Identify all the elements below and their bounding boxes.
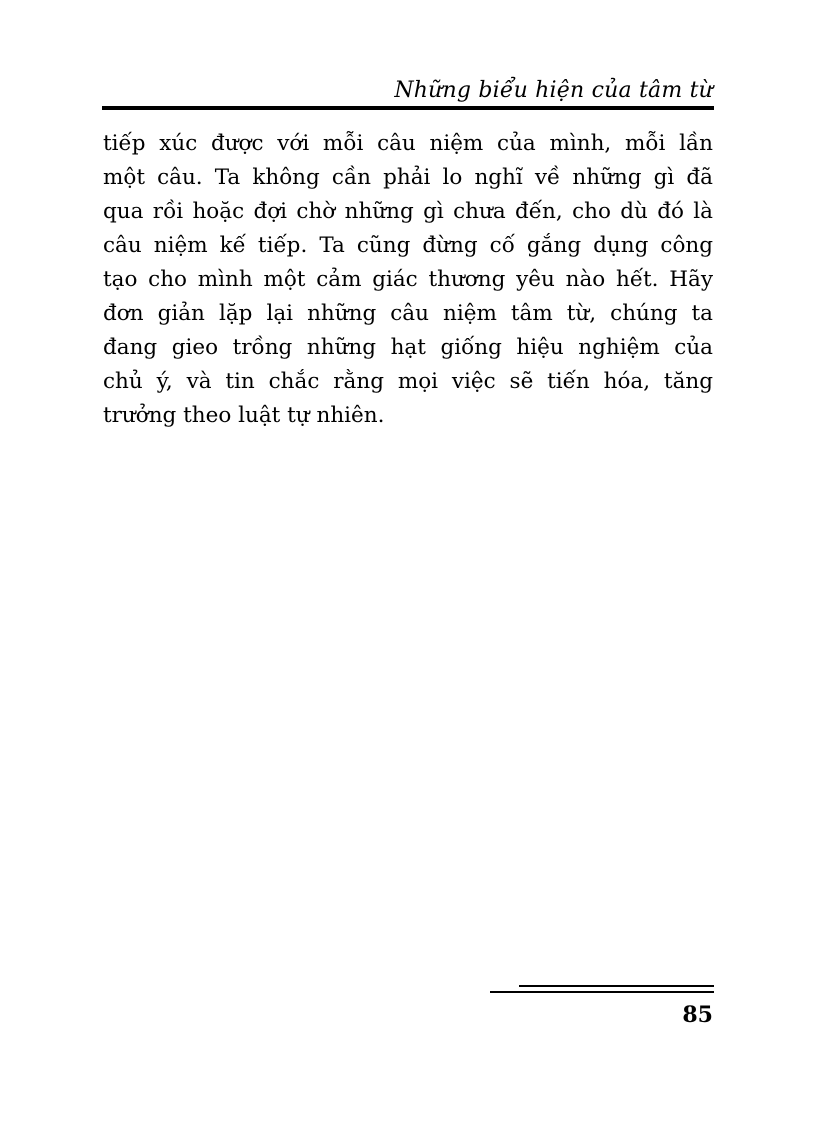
- text-line: câu niệm kế tiếp. Ta cũng đừng cố gắng dụng công: [103, 233, 713, 258]
- text-line: đơn giản lặp lại những câu niệm tâm từ, chúng ta: [103, 301, 713, 326]
- text-line: chủ ý, và tin chắc rằng mọi việc sẽ tiến hóa, tăng: [103, 369, 713, 394]
- footer-rule-bottom: [490, 991, 714, 993]
- page-number: 85: [682, 1002, 713, 1028]
- footer-rule-top: [519, 985, 714, 987]
- text-line: trưởng theo luật tự nhiên.: [103, 403, 385, 428]
- text-line: tiếp xúc được với mỗi câu niệm của mình, mỗi lần: [103, 131, 713, 156]
- text-line: một câu. Ta không cần phải lo nghĩ về những gì đã: [103, 165, 713, 190]
- text-line: đang gieo trồng những hạt giống hiệu nghiệm của: [103, 335, 713, 360]
- body-paragraph: [103, 127, 713, 433]
- text-line: qua rồi hoặc đợi chờ những gì chưa đến, cho dù đó là: [103, 199, 713, 224]
- running-header: Những biểu hiện của tâm từ: [394, 78, 713, 103]
- header-rule: [102, 106, 714, 110]
- text-line: tạo cho mình một cảm giác thương yêu nào hết. Hãy: [103, 267, 713, 292]
